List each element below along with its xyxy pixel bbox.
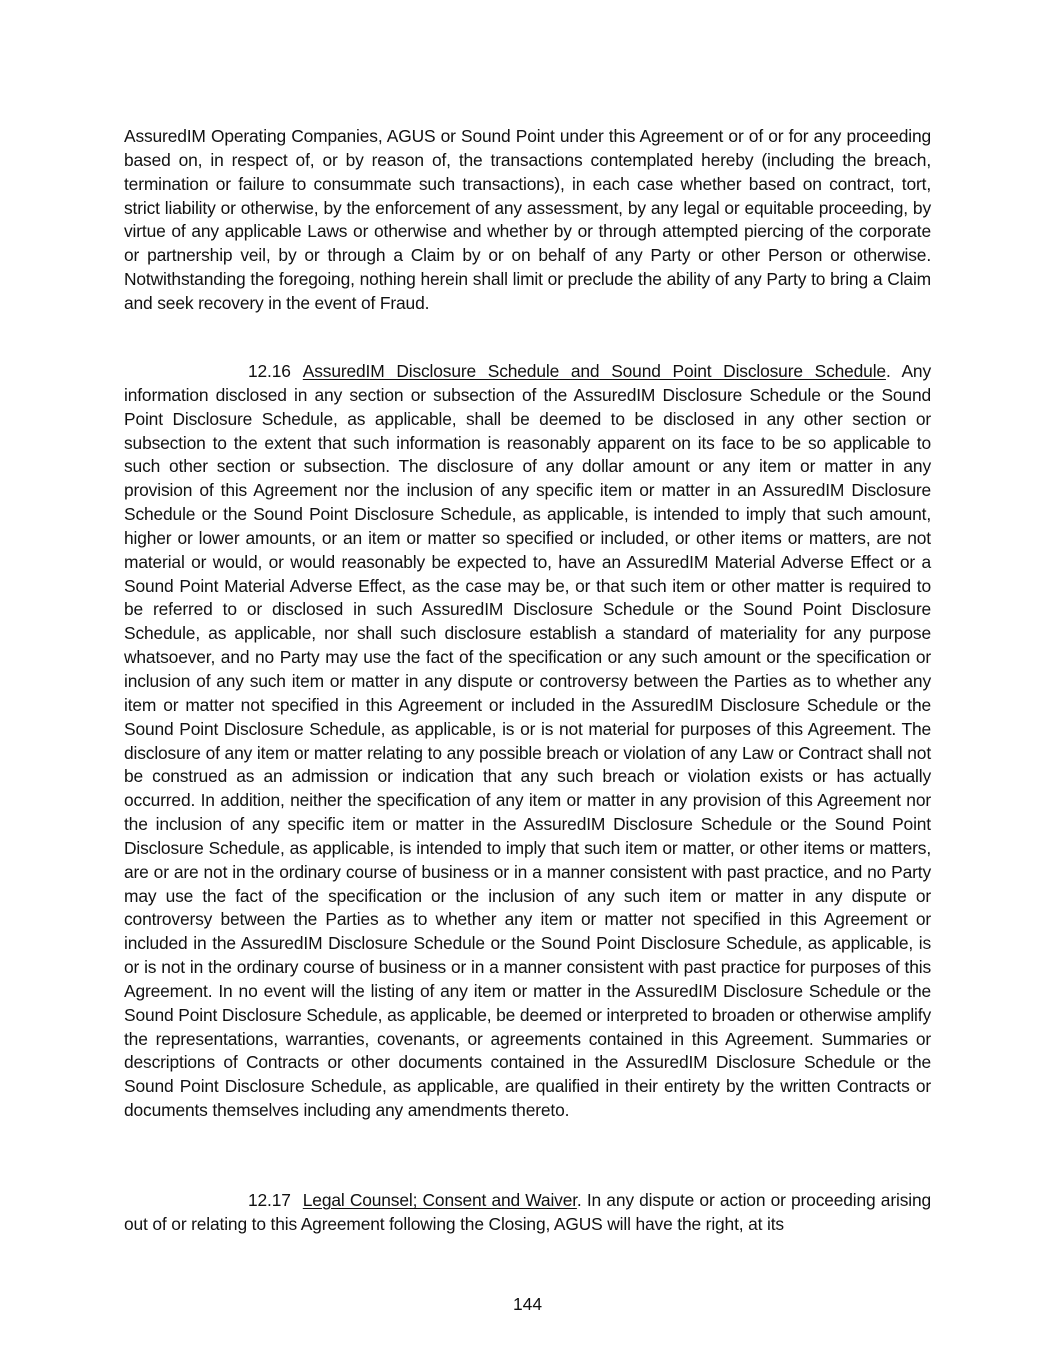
continuation-paragraph: AssuredIM Operating Companies, AGUS or Sound Point under this Agreement or of or for any proceeding based on, in respect of, or by reason of, the transactions contemplated hereby (including the breach, termination or failure to consummate such transactions), in each case whether based on contract, tort, strict liability or otherwise, by the enforcement of any assessment, by any legal or equitable proceeding, by virtue of any applicable Laws or otherwise and whether by or through attempted piercing of the corporate or partnership veil, by or through a Claim by or on behalf of any Party or other Person or otherwise. Notwithstanding the foregoing, nothing herein shall limit or preclude the ability of any Party to bring a Claim and seek recovery in the event of Fraud. — [124, 126, 931, 313]
section-body: Any information disclosed in any section or subsection of the AssuredIM Disclosure Schedule or the Sound Point Disclosure Schedule, as applicable, shall be deemed to be disclosed in any other section or subsection to the extent that such information is reasonably apparent on its face to be so applicable to such other section or subsection. The disclosure of any dollar amount or any item or matter in any provision of this Agreement nor the inclusion of any specific item or matter in an AssuredIM Disclosure Schedule or the Sound Point Disclosure Schedule, as applicable, is intended to imply that such amount, higher or lower amounts, or an item or matter so specified or included, or other items or matters, are not material or would, or would reasonably be expected to, have an AssuredIM Material Adverse Effect or a Sound Point Material Adverse Effect, as the case may be, or that such item or other matter is required to be referred to or disclosed in such AssuredIM Disclosure Schedule or the Sound Point Disclosure Schedule, as applicable, nor shall such disclosure establish a standard of materiality for any purpose whatsoever, and no Party may use the fact of the specification or any such amount or the specification or inclusion of any such item or matter in any dispute or controversy between the Parties as to whether any item or matter not specified in this Agreement or included in the AssuredIM Disclosure Schedule or the Sound Point Disclosure Schedule, as applicable, is or is not material for purposes of this Agreement. The disclosure of any item or matter relating to any possible breach or violation of any Law or Contract shall not be construed as an admission or indication that any such breach or violation exists or has actually occurred. In addition, neither the specification of any item or matter in any provision of this Agreement nor the inclusion of any specific item or matter in the AssuredIM Disclosure Schedule or the Sound Point Disclosure Schedule, as applicable, is intended to imply that such item or matter, or other items or matters, are or are not in the ordinary course of business or in a manner consistent with past practice, and no Party may use the fact of the specification or the inclusion of any such item or matter in any dispute or controversy between the Parties as to whether any item or matter not specified in this Agreement or included in the AssuredIM Disclosure Schedule or the Sound Point Disclosure Schedule, as applicable, is or is not in the ordinary course of business or in a manner consistent with past practice for purposes of this Agreement. In no event will the listing of any item or matter in the AssuredIM Disclosure Schedule or the Sound Point Disclosure Schedule, as applicable, be deemed or interpreted to broaden or otherwise amplify the representations, warranties, covenants, or agreements contained in this Agreement. Summaries or descriptions of Contracts or other documents contained in the AssuredIM Disclosure Schedule or the Sound Point Disclosure Schedule, as applicable, are qualified in their entirety by the written Contracts or documents themselves including any amendments thereto. — [124, 361, 931, 1121]
section-12-16-paragraph — [124, 360, 931, 1123]
section-title: AssuredIM Disclosure Schedule and Sound Point Disclosure Schedule — [302, 361, 886, 381]
section-title-period: . — [576, 1190, 582, 1210]
section-12-17-paragraph — [124, 1189, 931, 1237]
section-number: 12.16 — [248, 361, 291, 381]
page-number: 144 — [512, 1294, 542, 1314]
section-body: In any dispute or action or proceeding arising out of or relating to this Agreement following the Closing, AGUS will have the right, at its — [124, 1190, 931, 1234]
section-title-period: . — [885, 361, 891, 381]
section-number: 12.17 — [248, 1190, 291, 1210]
section-title: Legal Counsel; Consent and Waiver — [302, 1190, 577, 1210]
